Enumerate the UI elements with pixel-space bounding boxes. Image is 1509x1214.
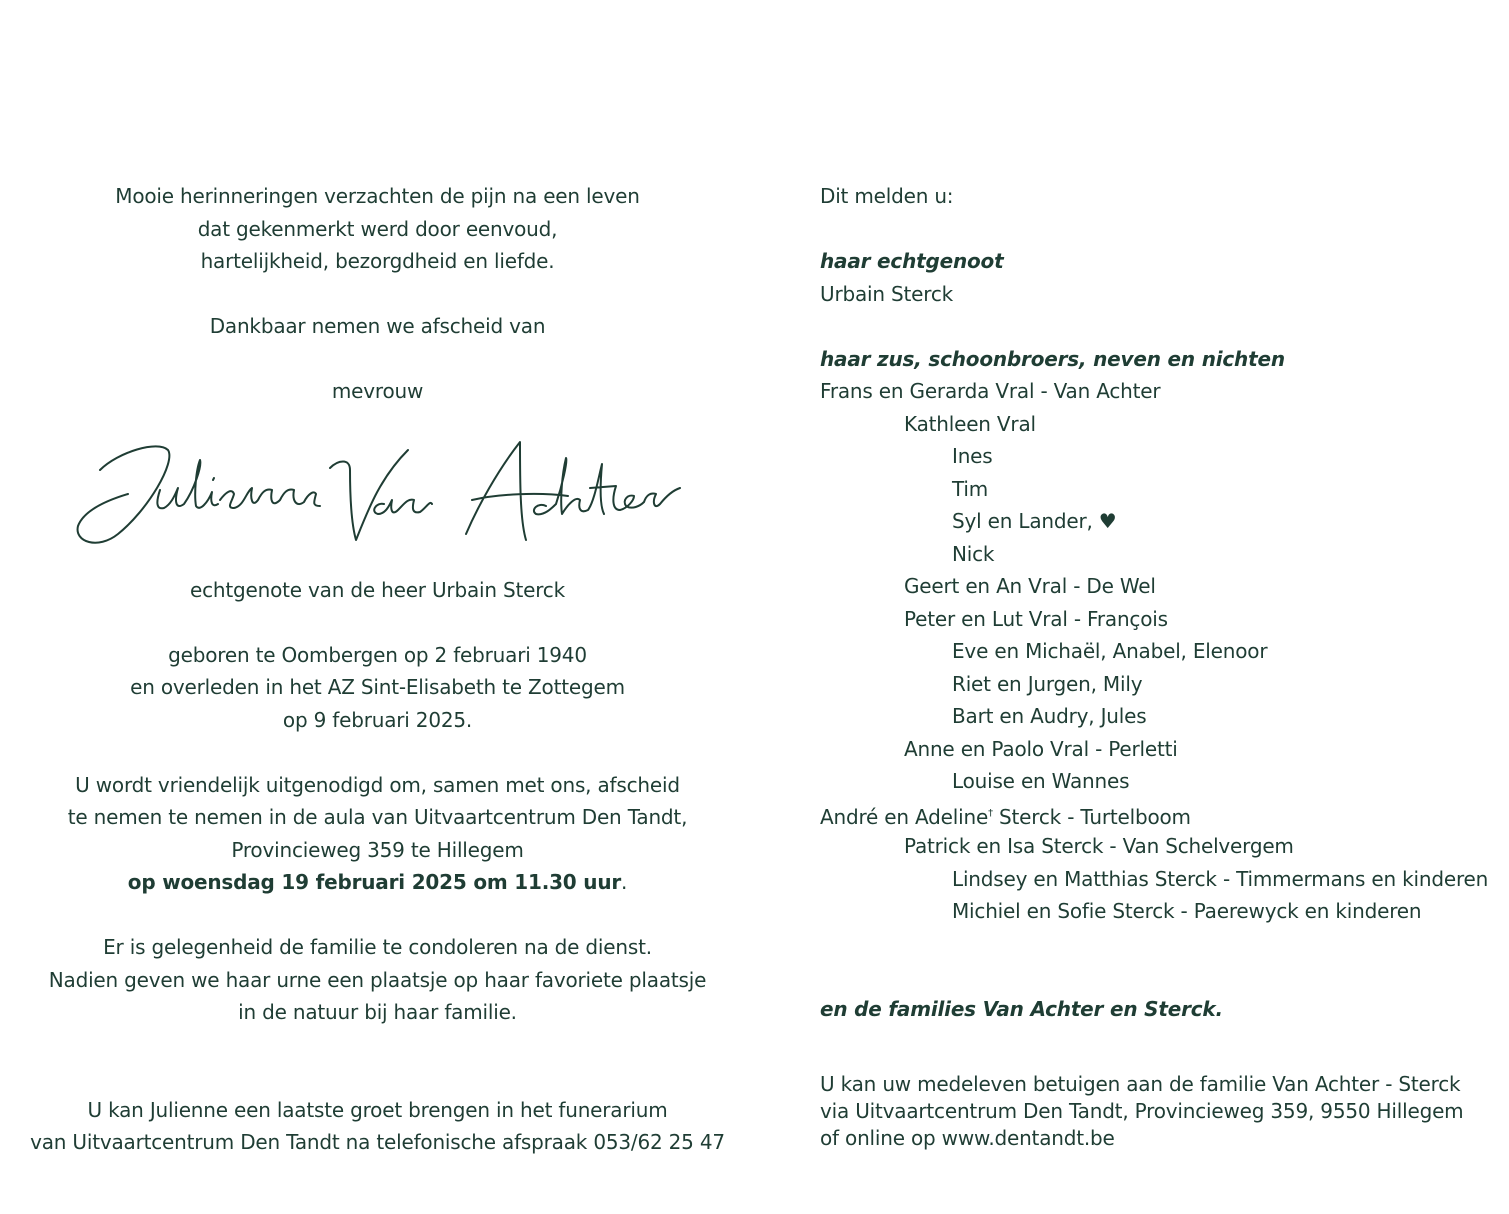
left-column xyxy=(30,180,725,1159)
ceremony-line: te nemen te nemen in de aula van Uitvaartcentrum Den Tandt, xyxy=(67,805,688,829)
relative-name: Frans en Gerarda Vral - Van Achter xyxy=(820,379,1161,403)
spouse-line: echtgenote van de heer Urbain Sterck xyxy=(190,577,565,602)
relative-name: Anne en Paolo Vral - Perletti xyxy=(904,736,1178,761)
relative-name: Ines xyxy=(952,444,993,468)
relative-name: Tim xyxy=(952,476,989,501)
relative-name: Geert en An Vral - De Wel xyxy=(904,574,1156,598)
title-line: mevrouw xyxy=(331,379,424,403)
ceremony-date-time: op woensdag 19 februari 2025 om 11.30 uur xyxy=(127,870,622,894)
relative-row xyxy=(820,798,1480,831)
relative-name: Syl en Lander, xyxy=(952,509,1099,533)
relative-row xyxy=(820,635,1480,668)
relative-row xyxy=(820,570,1480,603)
relative-name: Riet en Jurgen, Mily xyxy=(952,671,1143,696)
sympathy-line: via Uitvaartcentrum Den Tandt, Provincieweg 359, 9550 Hillegem xyxy=(820,1099,1464,1123)
verse-line: dat gekenmerkt werd door eenvoud, xyxy=(197,216,558,241)
relative-row xyxy=(820,603,1480,636)
relative-name: Louise en Wannes xyxy=(952,769,1130,793)
relative-name: Kathleen Vral xyxy=(904,411,1036,436)
verse-line: Mooie herinneringen verzachten de pijn na een leven xyxy=(115,184,640,208)
ceremony-line: Provincieweg 359 te Hillegem xyxy=(231,837,524,862)
relative-row xyxy=(820,765,1480,798)
relative-name-continued: Sterck - Turtelboom xyxy=(992,804,1191,829)
deceased-dagger-mark: † xyxy=(988,807,993,819)
relative-row xyxy=(820,863,1489,896)
relative-row xyxy=(820,733,1480,766)
families-closing: en de families Van Achter en Sterck. xyxy=(820,996,1223,1021)
sympathy-line: U kan uw medeleven betuigen aan de familie Van Achter - Sterck xyxy=(820,1072,1461,1096)
sympathy-line: of online op www.dentandt.be xyxy=(820,1126,1115,1150)
visit-line: van Uitvaartcentrum Den Tandt na telefonische afspraak 053/62 25 47 xyxy=(30,1130,725,1154)
condolence-line: in de natuur bij haar familie. xyxy=(238,1000,517,1024)
relative-row xyxy=(820,505,1480,538)
relative-row xyxy=(820,440,1480,473)
spouse-name: Urbain Sterck xyxy=(820,281,954,306)
spouse-heading: haar echtgenoot xyxy=(820,249,1004,273)
relative-name: Patrick en Isa Sterck - Van Schelvergem xyxy=(904,834,1294,858)
relative-name: Michiel en Sofie Sterck - Paerewyck en kinderen xyxy=(952,899,1422,923)
right-column xyxy=(820,180,1489,1152)
born-line: geboren te Oombergen op 2 februari 1940 xyxy=(168,642,587,667)
condolence-line: Er is gelegenheid de familie te condoleren na de dienst. xyxy=(103,935,652,959)
relative-name: Lindsey en Matthias Sterck - Timmermans en kinderen xyxy=(952,866,1489,891)
heart-icon: ♥ xyxy=(1098,509,1117,533)
relative-row xyxy=(820,408,1480,441)
relative-row xyxy=(820,700,1480,733)
ceremony-line: U wordt vriendelijk uitgenodigd om, samen met ons, afscheid xyxy=(75,772,680,797)
died-date-line: op 9 februari 2025. xyxy=(282,707,473,732)
relatives-list xyxy=(820,375,1489,928)
verse-line: hartelijkheid, bezorgdheid en liefde. xyxy=(200,249,555,273)
visit-line: U kan Julienne een laatste groet brengen in het funerarium xyxy=(87,1097,668,1122)
relative-row xyxy=(820,375,1480,408)
relative-row xyxy=(820,473,1480,506)
farewell-line: Dankbaar nemen we afscheid van xyxy=(209,314,546,338)
relative-name: Nick xyxy=(952,541,995,566)
ceremony-period: . xyxy=(621,870,628,894)
relative-row xyxy=(820,830,1480,863)
relative-name: Bart en Audry, Jules xyxy=(952,704,1147,728)
deceased-name-script xyxy=(30,430,725,560)
condolence-line: Nadien geven we haar urne een plaatsje op haar favoriete plaatsje xyxy=(48,967,707,992)
died-line: en overleden in het AZ Sint-Elisabeth te Zottegem xyxy=(130,675,625,699)
ceremony-when-line xyxy=(30,866,725,899)
relative-name: Peter en Lut Vral - François xyxy=(904,606,1168,631)
relatives-heading: haar zus, schoonbroers, neven en nichten xyxy=(820,346,1285,371)
family-intro: Dit melden u: xyxy=(820,184,954,208)
relative-name: Eve en Michaël, Anabel, Elenoor xyxy=(952,639,1268,663)
relative-row xyxy=(820,538,1480,571)
relative-row xyxy=(820,895,1480,928)
relative-row xyxy=(820,668,1480,701)
relative-name: André en Adeline xyxy=(820,804,989,829)
